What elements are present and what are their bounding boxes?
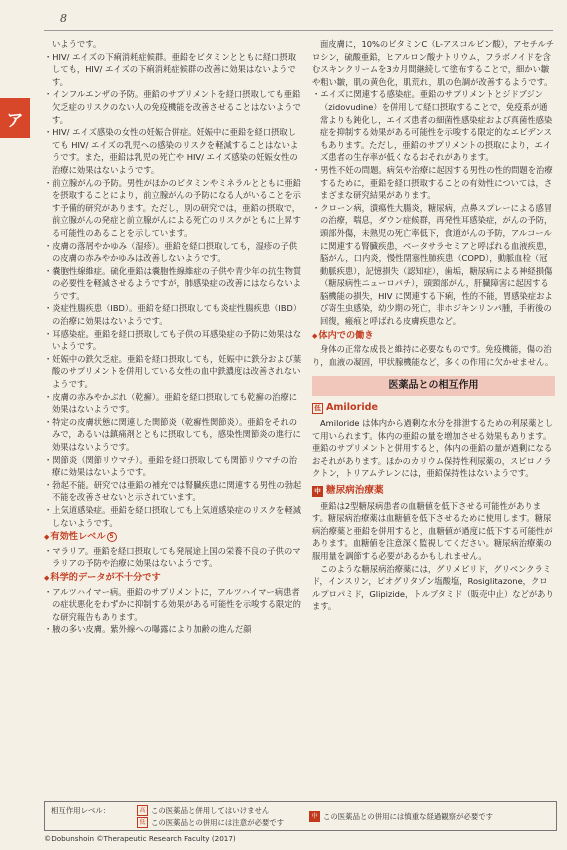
left-column [44,38,302,796]
list-item: ・インフルエンザの予防。亜鉛のサプリメントを経口摂取しても亜鉛欠乏症のリスクのない人の免疫機能を改善させることはないようです。 [44,89,301,125]
legend-text: この医薬品と併用してはいけません [151,806,270,815]
paragraph: 身体の正常な成長と維持に必要なものです。免疫機能，傷の治り，血液の凝固，甲状腺機能など，多くの作用に欠かせません。 [312,344,554,367]
list-item: ・妊娠中の鉄欠乏症。亜鉛を経口摂取しても，妊娠中に鉄分および葉酸のサプリメントを併用している女性の血中鉄濃度は改善されないようです。 [44,353,302,390]
level-medium-icon: 中 [309,811,320,822]
list-item: ・特定の皮膚状態に関連した関節炎（乾癬性関節炎）。亜鉛をそれのみで，あるいは鎮痛剤とともに摂取しても，感染性関節炎の進行に効果はないようです。 [44,416,301,452]
list-item: ・勃起不能。研究では亜鉛の補充では腎臓疾患に関連する男性の勃起不能を改善させないと示されています。 [44,479,302,503]
legend-item-medium [309,811,493,822]
right-column [312,38,555,796]
list-item: ・クローン病，潰瘍性大腸炎，糖尿病，点鼻スプレーによる感冒の治療，喘息，ダウン症候群，再発性耳感染症，がんの予防，頭部外傷，未熟児の死亡率低下，食道がんの予防，アルコールに関連する腎臓疾患，ベータサラセミアと呼ばれる血液疾患，脳がん，口内炎，慢性閉塞性肺疾患（COPD），動脈血栓（冠動脈疾患），記憶損失（認知症），歯垢，糖尿病による神経損傷（糖尿病性ニューロパチ），頭頸部がん，肝臓障害に起因する脳機能の損失，HIV に関連する下痢，性的不能，胃感染症および寄生虫感染，幼少期の死亡，非ホジキンリンパ腫，手術後の回復，瘢痕と呼ばれる皮膚疾患など。 [312,202,553,327]
legend-text: この医薬品との併用には慎重な経過観察が必要です [323,812,493,821]
list-item: ・耳感染症。亜鉛を経口摂取しても子供の耳感染症の予防に効果はないようです。 [44,328,302,352]
list-item: ・男性不妊の問題。病気や治療に起因する男性の性的問題を治療するために，亜鉛を経口摂取することの有効性については，さまざまな研究結果があります。 [312,164,553,201]
heading-text: 有効性レベル [50,531,106,543]
section-heading [44,531,302,544]
level-high-icon: 高 [137,805,148,816]
section-heading [312,330,555,343]
legend-item-high [137,805,269,816]
paragraph: このような糖尿病治療薬には，グリメピリド，グリベンクラミド，インスリン，ピオグリタゾン塩酸塩，Rosiglitazone，クロルプロパミド，Glipizide，トルブタミド（販売中止）などがあります。 [312,563,554,612]
interaction-level-icon: 低 [312,403,323,414]
legend-text: この医薬品との併用には注意が必要です [151,818,285,827]
list-item: ・皮膚の落屑やかゆみ（湿疹）。亜鉛を経口摂取しても，湿疹の子供の皮膚の赤みやかゆみは改善しないようです。 [44,240,298,264]
interaction-level-icon: 中 [312,486,323,497]
legend-title: 相互作用レベル： [51,806,111,815]
legend-item-low [137,817,284,828]
list-item: ・炎症性腸疾患（IBD）。亜鉛を経口摂取しても炎症性腸疾患（IBD）の治療に効果はないようです。 [44,303,302,327]
diamond-icon: ◆ [312,331,318,340]
list-item: ・関節炎（関節リウマチ）。亜鉛を経口摂取しても関節リウマチの治療に効果はないようです。 [44,454,298,478]
index-tab[interactable]: ア [0,98,30,138]
copyright: ©Dobunshoin ©Therapeutic Research Faculty (2017) [44,834,236,843]
diamond-icon: ◆ [44,533,50,542]
paragraph: いようです。 [52,39,102,49]
paragraph: Amiloride は体内から過剰な水分を排泄するための利尿薬として用いられます。体内の亜鉛の量を増加させる効果もあります。亜鉛のサプリメントと併用すると，体内の亜鉛の量が過剰になるおそれがあります。ほかのカリウム保持性利尿薬の，スピロノラクトン，トリアムテレンには，亜鉛保持性はないようです。 [312,418,553,479]
level-low-icon: 低 [137,817,148,828]
header-rule [44,30,553,31]
section-heading [44,572,302,585]
drug-heading [312,485,555,498]
heading-text: 科学的データが不十分です [50,571,161,583]
paragraph: 亜鉛は2型糖尿病患者の血糖値を低下させる可能性があります。糖尿病治療薬は血糖値を低下させるために使用します。糖尿病治療薬と亜鉛を併用すると，血糖値が過度に低下する可能性があります。血糖値を注意深く監視してください。糖尿病治療薬の服用量を調節する必要があるかもしれません。 [312,500,553,561]
heading-text: 体内での働き [318,329,374,341]
paragraph: 面皮膚に，10%のビタミンC（L-アスコルビン酸），アセチルチロシン，硫酸亜鉛，ヒアルロン酸ナトリウム，フラボノイドを含むスキンクリームを3カ月間継続して塗布することで，細かい皺や粗い皺，肌の黄色化，肌荒れ，肌の色調が改善するようです。 [312,39,555,87]
list-item: ・HIV/ エイズの下痢消耗症候群。亜鉛をビタミンとともに経口摂取しても，HIV/ エイズの下痢消耗症候群の改善に効果はないようです。 [44,51,297,87]
list-item: ・アルツハイマー病。亜鉛のサプリメントに，アルツハイマー病患者の症状悪化をわずかに抑制する効果がある可能性を示唆する限定的な研究報告もあります。 [44,586,301,622]
drug-heading [312,402,555,415]
drug-name: 糖尿病治療薬 [326,485,384,496]
list-item: ・腋の多い皮膚。紫外線への曝露により加齢の進んだ顔 [44,624,252,635]
page-number: 8 [60,12,67,25]
list-item: ・上気道感染症。亜鉛を経口摂取しても上気道感染症のリスクを軽減しないようです。 [44,504,302,528]
section-bar: 医薬品との相互作用 [312,376,555,396]
list-item: ・HIV/ エイズ感染の女性の妊娠合併症。妊娠中に亜鉛を経口摂取しても HIV/ エイズの乳児への感染のリスクを軽減することはないようです。また，亜鉛は乳児の死亡や HIV/ エイズ感染の妊娠女性の治療に効果はないようです。 [44,127,299,175]
diamond-icon: ◆ [44,573,50,582]
interaction-legend [44,801,557,831]
list-item: ・エイズに関連する感染症。亜鉛のサプリメントとジドブジン（zidovudine）を併用して経口摂取することで，免疫系が通常よりも鈍化し，エイズ患者の細菌性感染症および真菌性感染症を抑制する効果がある可能性を示唆する限定的なエビデンスもあります。ただし，亜鉛のサプリメントの摂取により，エイズ患者の生存率が低くなるおそれがあります。 [312,89,553,163]
list-item: ・前立腺がんの予防。男性がほかのビタミンやミネラルとともに亜鉛を摂取することにより，前立腺がんの予防になる人がいることを示す予備的研究があります。ただし，別の研究では，亜鉛の摂取で，前立腺がんの発症と前立腺がんによる死亡のリスクがともに上昇する可能性のあることを示しています。 [44,177,301,238]
level-badge: 5 [107,532,117,542]
list-item: ・マラリア。亜鉛を経口摂取しても発展途上国の栄養不良の子供のマラリアの予防や治療に効果はないようです。 [44,545,301,569]
list-item: ・皮膚の赤みやかぶれ（乾癬）。亜鉛を経口摂取しても乾癬の治療に効果はないようです。 [44,391,298,415]
drug-name: Amiloride [326,402,378,414]
list-item: ・嚢胞性線維症。硫化亜鉛は嚢胞性線維症の子供や青少年の抗生物質の必要性を軽減させるようですが，肺感染症の改善にはならないようです。 [44,265,302,301]
